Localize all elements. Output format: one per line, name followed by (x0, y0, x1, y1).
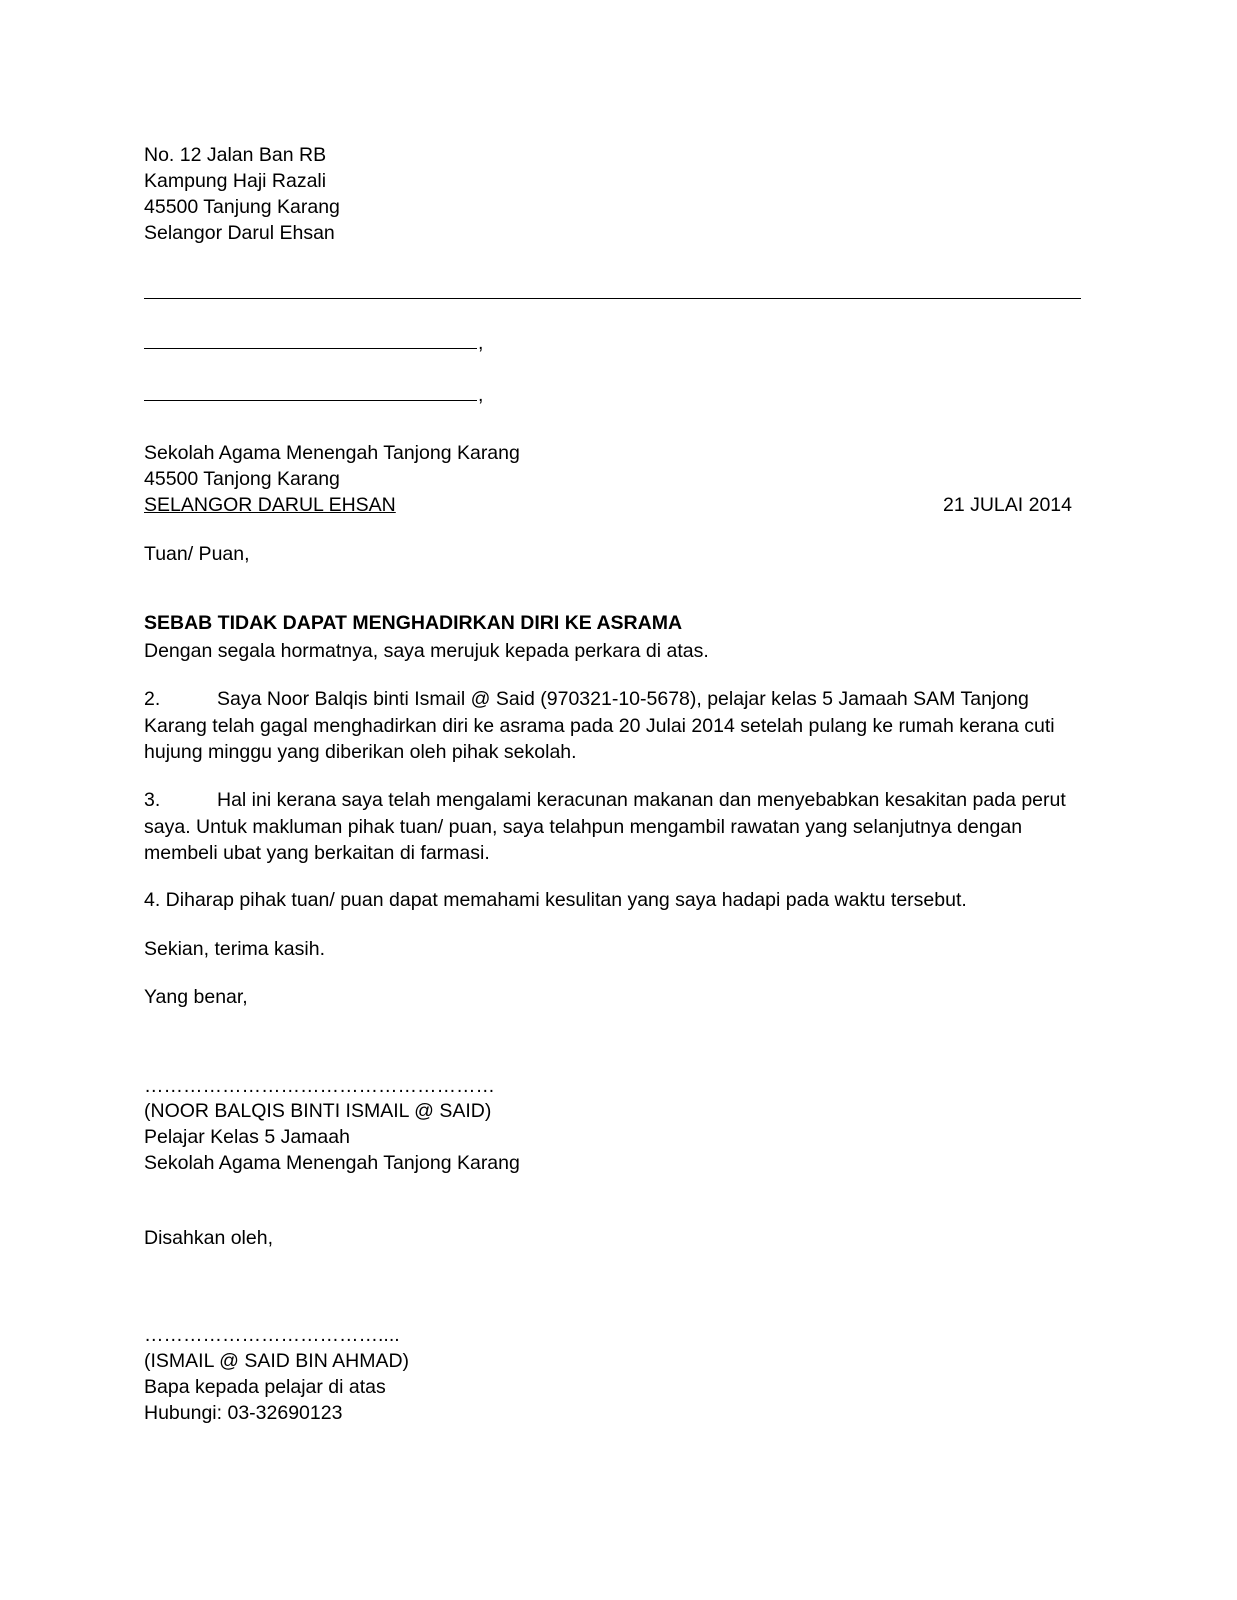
signature-1-school: Sekolah Agama Menengah Tanjong Karang (144, 1152, 520, 1174)
verified-by: Disahkan oleh, (144, 1227, 273, 1249)
sign-off: Yang benar, (144, 986, 248, 1008)
signature-1-name: (NOOR BALQIS BINTI ISMAIL @ SAID) (144, 1100, 492, 1122)
signature-2-contact: Hubungi: 03-32690123 (144, 1402, 343, 1424)
recipient-line2: 45500 Tanjong Karang (144, 468, 340, 490)
salutation: Tuan/ Puan, (144, 543, 250, 565)
paragraph-3 (144, 787, 1084, 867)
blank-line-2 (144, 400, 477, 401)
blank-line-2-comma: , (478, 384, 484, 406)
closing: Sekian, terima kasih. (144, 938, 325, 960)
signature-1-dots: ……………………………………………… (144, 1075, 495, 1097)
sender-address-line3: 45500 Tanjung Karang (144, 196, 340, 218)
letter-subject: SEBAB TIDAK DAPAT MENGHADIRKAN DIRI KE ASRAMA (144, 611, 683, 634)
paragraph-2-text: Saya Noor Balqis binti Ismail @ Said (970321-10-5678), pelajar kelas 5 Jamaah SAM Tanjong Karang telah gagal menghadirkan diri ke asrama pada 20 Julai 2014 setelah pulang ke rumah kerana cuti hujung minggu yang diberikan oleh pihak sekolah. (144, 688, 1055, 763)
paragraph-3-number: 3. (144, 789, 161, 811)
paragraph-3-text: Hal ini kerana saya telah mengalami keracunan makanan dan menyebabkan kesakitan pada perut saya. Untuk makluman pihak tuan/ puan, saya telahpun mengambil rawatan yang selanjutnya dengan membeli ubat yang berkaitan di farmasi. (144, 789, 1066, 864)
sender-address-line1: No. 12 Jalan Ban RB (144, 144, 327, 166)
letter-date: 21 JULAI 2014 (942, 494, 1072, 516)
recipient-line3: SELANGOR DARUL EHSAN (144, 494, 396, 516)
horizontal-divider (144, 298, 1081, 299)
opening-sentence: Dengan segala hormatnya, saya merujuk kepada perkara di atas. (144, 640, 709, 662)
sender-address-line2: Kampung Haji Razali (144, 170, 327, 192)
paragraph-2 (144, 686, 1084, 766)
signature-1-role: Pelajar Kelas 5 Jamaah (144, 1126, 350, 1148)
paragraph-2-number: 2. (144, 688, 161, 710)
blank-line-1-comma: , (478, 332, 484, 354)
blank-line-1 (144, 348, 477, 349)
signature-2-role: Bapa kepada pelajar di atas (144, 1376, 386, 1398)
paragraph-4: 4. Diharap pihak tuan/ puan dapat memahami kesulitan yang saya hadapi pada waktu tersebut. (144, 889, 967, 911)
signature-2-name: (ISMAIL @ SAID BIN AHMAD) (144, 1350, 410, 1372)
signature-2-dots: ……………………………….... (144, 1324, 400, 1346)
sender-address-line4: Selangor Darul Ehsan (144, 222, 335, 244)
recipient-line1: Sekolah Agama Menengah Tanjong Karang (144, 442, 520, 464)
